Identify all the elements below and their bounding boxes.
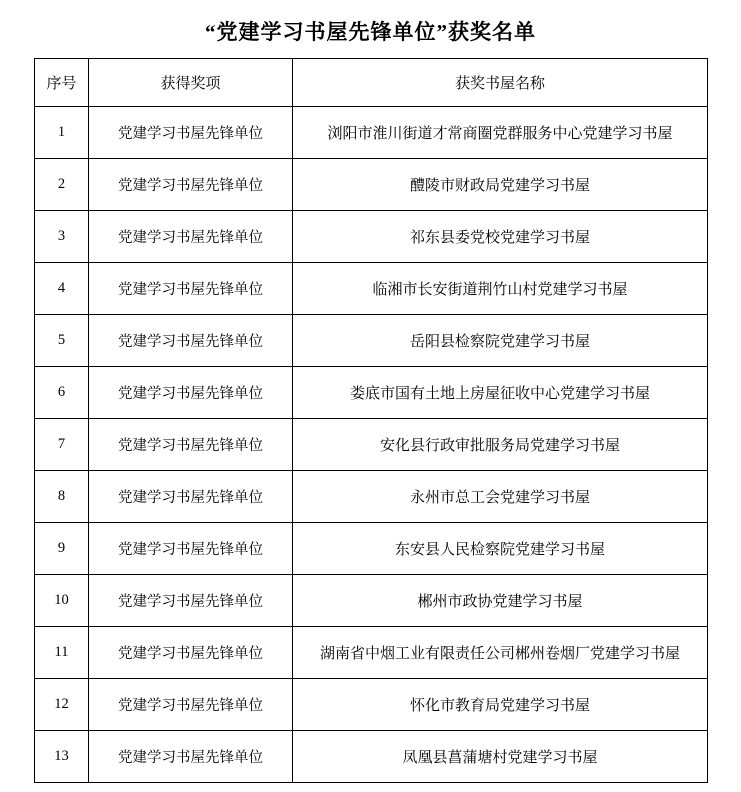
cell-bookroom-name: 祁东县委党校党建学习书屋 [293,211,708,263]
cell-index: 3 [35,211,89,263]
cell-award: 党建学习书屋先锋单位 [89,523,293,575]
cell-index: 6 [35,367,89,419]
table-row [35,627,708,679]
award-table-container [0,58,741,783]
cell-bookroom-name: 醴陵市财政局党建学习书屋 [293,159,708,211]
cell-bookroom-name: 永州市总工会党建学习书屋 [293,471,708,523]
cell-bookroom-name: 凤凰县菖蒲塘村党建学习书屋 [293,731,708,783]
cell-award: 党建学习书屋先锋单位 [89,679,293,731]
table-header-row [35,59,708,107]
cell-index: 8 [35,471,89,523]
cell-award: 党建学习书屋先锋单位 [89,107,293,159]
table-row [35,575,708,627]
table-row [35,159,708,211]
award-table [34,58,708,783]
column-header-index: 序号 [35,59,89,107]
table-row [35,419,708,471]
cell-award: 党建学习书屋先锋单位 [89,731,293,783]
cell-award: 党建学习书屋先锋单位 [89,159,293,211]
cell-bookroom-name: 东安县人民检察院党建学习书屋 [293,523,708,575]
column-header-award: 获得奖项 [89,59,293,107]
cell-index: 11 [35,627,89,679]
cell-award: 党建学习书屋先锋单位 [89,575,293,627]
cell-index: 2 [35,159,89,211]
table-row [35,731,708,783]
table-body [35,107,708,783]
cell-index: 13 [35,731,89,783]
cell-award: 党建学习书屋先锋单位 [89,471,293,523]
cell-award: 党建学习书屋先锋单位 [89,315,293,367]
cell-index: 5 [35,315,89,367]
table-row [35,211,708,263]
cell-award: 党建学习书屋先锋单位 [89,367,293,419]
cell-bookroom-name: 郴州市政协党建学习书屋 [293,575,708,627]
cell-bookroom-name: 岳阳县检察院党建学习书屋 [293,315,708,367]
table-row [35,367,708,419]
column-header-name: 获奖书屋名称 [293,59,708,107]
cell-bookroom-name: 湖南省中烟工业有限责任公司郴州卷烟厂党建学习书屋 [293,627,708,679]
cell-award: 党建学习书屋先锋单位 [89,627,293,679]
cell-bookroom-name: 临湘市长安街道荆竹山村党建学习书屋 [293,263,708,315]
table-row [35,679,708,731]
table-row [35,523,708,575]
cell-index: 9 [35,523,89,575]
page-title: “党建学习书屋先锋单位”获奖名单 [205,20,536,44]
cell-bookroom-name: 安化县行政审批服务局党建学习书屋 [293,419,708,471]
cell-index: 1 [35,107,89,159]
cell-index: 10 [35,575,89,627]
cell-award: 党建学习书屋先锋单位 [89,211,293,263]
table-row [35,471,708,523]
cell-award: 党建学习书屋先锋单位 [89,263,293,315]
table-row [35,315,708,367]
cell-index: 7 [35,419,89,471]
table-header [35,59,708,107]
table-row [35,107,708,159]
cell-bookroom-name: 浏阳市淮川街道才常商圈党群服务中心党建学习书屋 [293,107,708,159]
cell-award: 党建学习书屋先锋单位 [89,419,293,471]
cell-index: 12 [35,679,89,731]
cell-bookroom-name: 娄底市国有土地上房屋征收中心党建学习书屋 [293,367,708,419]
table-row [35,263,708,315]
cell-bookroom-name: 怀化市教育局党建学习书屋 [293,679,708,731]
cell-index: 4 [35,263,89,315]
